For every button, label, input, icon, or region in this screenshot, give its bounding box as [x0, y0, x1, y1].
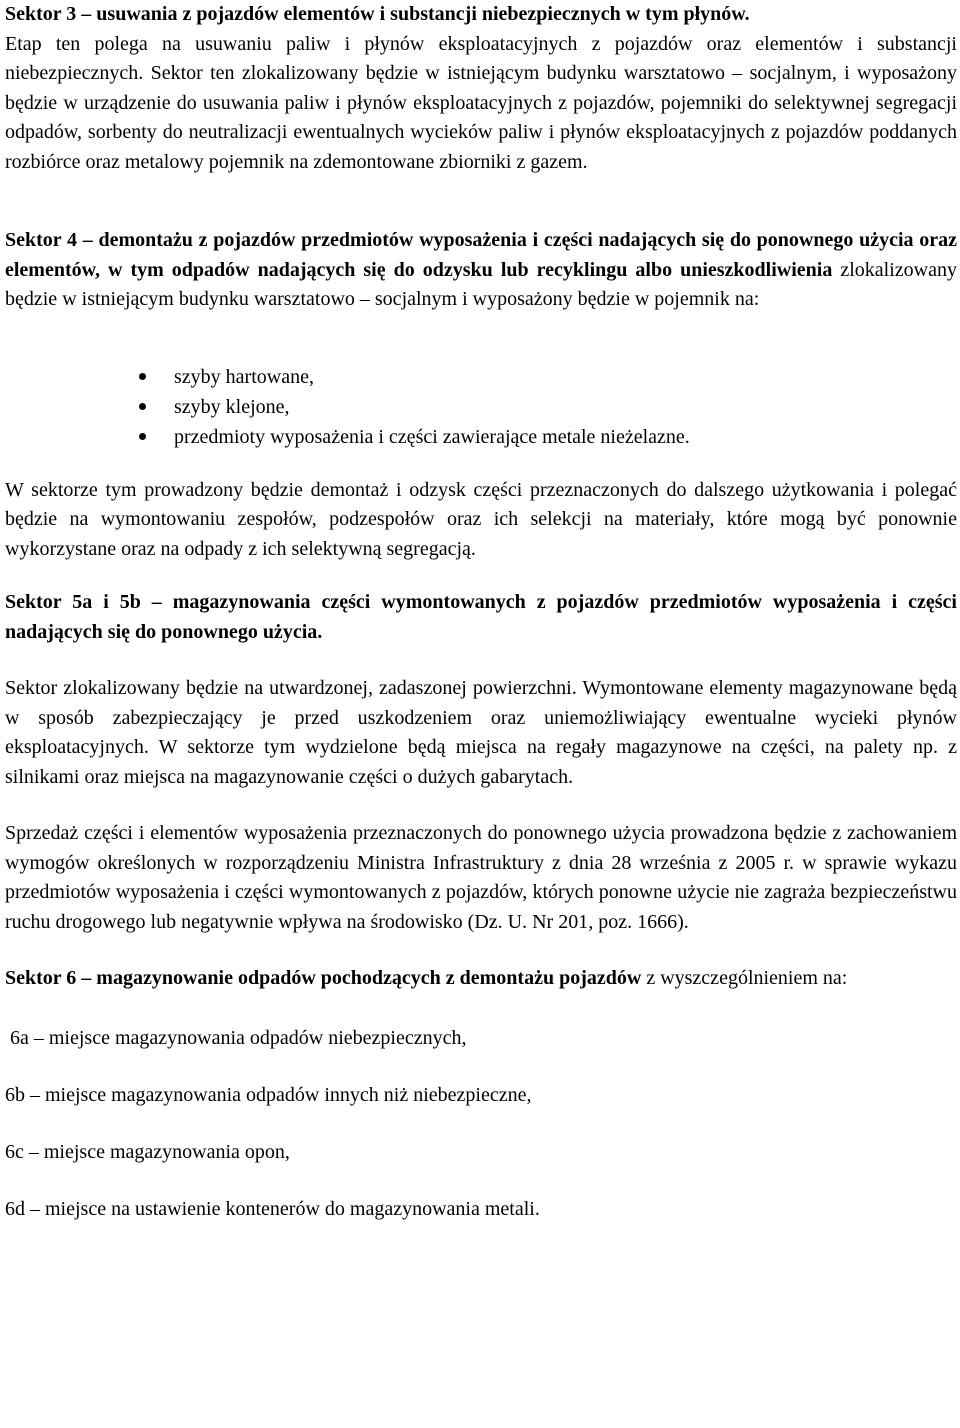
sector5-paragraph-2: Sprzedaż części i elementów wyposażenia przeznaczonych do ponownego użycia prowadzona będzie z zachowaniem wymogów określonych w rozporządzeniu Ministra Infrastruktury z dnia 28 września z 2005 r. w sprawie wykazu przedmiotów wyposażenia i części wymontowanych z pojazdów, których ponowne użycie nie zagraża bezpieczeństwu ruchu drogowego lub negatywnie wpływa na środowisko (Dz. U. Nr 201, poz. 1666).	[5, 822, 957, 933]
sector5-heading: Sektor 5a i 5b – magazynowania części wymontowanych z pojazdów przedmiotów wyposażenia i części nadających się do ponownego użycia.	[5, 591, 957, 643]
list-item	[5, 362, 957, 392]
sector4-container-list	[5, 362, 957, 452]
list-item-text: szyby klejone,	[174, 395, 290, 418]
sector3-heading: Sektor 3 – usuwania z pojazdów elementów i substancji niebezpiecznych w tym płynów.	[5, 3, 750, 25]
sector4-body: zlokalizowany będzie w istniejącym budynku warsztatowo – socjalnym i wyposażony będzie w pojemnik na:	[5, 258, 957, 310]
list-item	[5, 392, 957, 422]
sector6-body: z wyszczególnieniem na:	[646, 967, 848, 989]
sector6-item-6a: 6a – miejsce magazynowania odpadów niebezpiecznych,	[10, 1026, 467, 1049]
sector4-heading: Sektor 4 – demontażu z pojazdów przedmiotów wyposażenia i części nadających się do ponownego użycia oraz elementów, w tym odpadów nadających się do odzysku lub recyklingu albo unieszkodliwienia	[5, 229, 957, 281]
sector6-intro	[5, 964, 957, 994]
sector5-paragraph-1: Sektor zlokalizowany będzie na utwardzonej, zadaszonej powierzchni. Wymontowane elementy magazynowane będą w sposób zabezpieczający je przed uszkodzeniem oraz uniemożliwiający ewentualne wycieki płynów eksploatacyjnych. W sektorze tym wydzielone będą miejsca na regały magazynowe na części, na palety np. z silnikami oraz miejsca na magazynowanie części o dużych gabarytach.	[5, 677, 957, 788]
bullet-icon	[139, 433, 146, 440]
list-item-text: szyby hartowane,	[174, 365, 314, 388]
sector4-intro	[5, 226, 957, 315]
bullet-icon	[139, 373, 146, 380]
list-item	[5, 422, 957, 452]
sector6-item-6c: 6c – miejsce magazynowania opon,	[5, 1140, 290, 1163]
bullet-icon	[139, 403, 146, 410]
sector6-item-6b: 6b – miejsce magazynowania odpadów innych niż niebezpieczne,	[5, 1083, 532, 1106]
list-item-text: przedmioty wyposażenia i części zawierające metale nieżelazne.	[174, 425, 690, 448]
sector4-paragraph: W sektorze tym prowadzony będzie demontaż i odzysk części przeznaczonych do dalszego użytkowania i polegać będzie na wymontowaniu zespołów, podzespołów oraz ich selekcji na materiały, które mogą być ponownie wykorzystane oraz na odpady z ich selektywną segregacją.	[5, 478, 957, 560]
sector3-body: Etap ten polega na usuwaniu paliw i płynów eksploatacyjnych z pojazdów oraz elementów i substancji niebezpiecznych. Sektor ten zlokalizowany będzie w istniejącym budynku warsztatowo – socjalnym, i wyposażony będzie w urządzenie do usuwania paliw i płynów eksploatacyjnych z pojazdów, pojemniki do selektywnej segregacji odpadów, sorbenty do neutralizacji ewentualnych wycieków paliw i płynów eksploatacyjnych z pojazdów poddanych rozbiórce oraz metalowy pojemnik na zdemontowane zbiorniki z gazem.	[5, 32, 957, 173]
sector6-item-6d: 6d – miejsce na ustawienie kontenerów do magazynowania metali.	[5, 1197, 540, 1220]
sector6-heading: Sektor 6 – magazynowanie odpadów pochodzących z demontażu pojazdów	[5, 967, 642, 989]
